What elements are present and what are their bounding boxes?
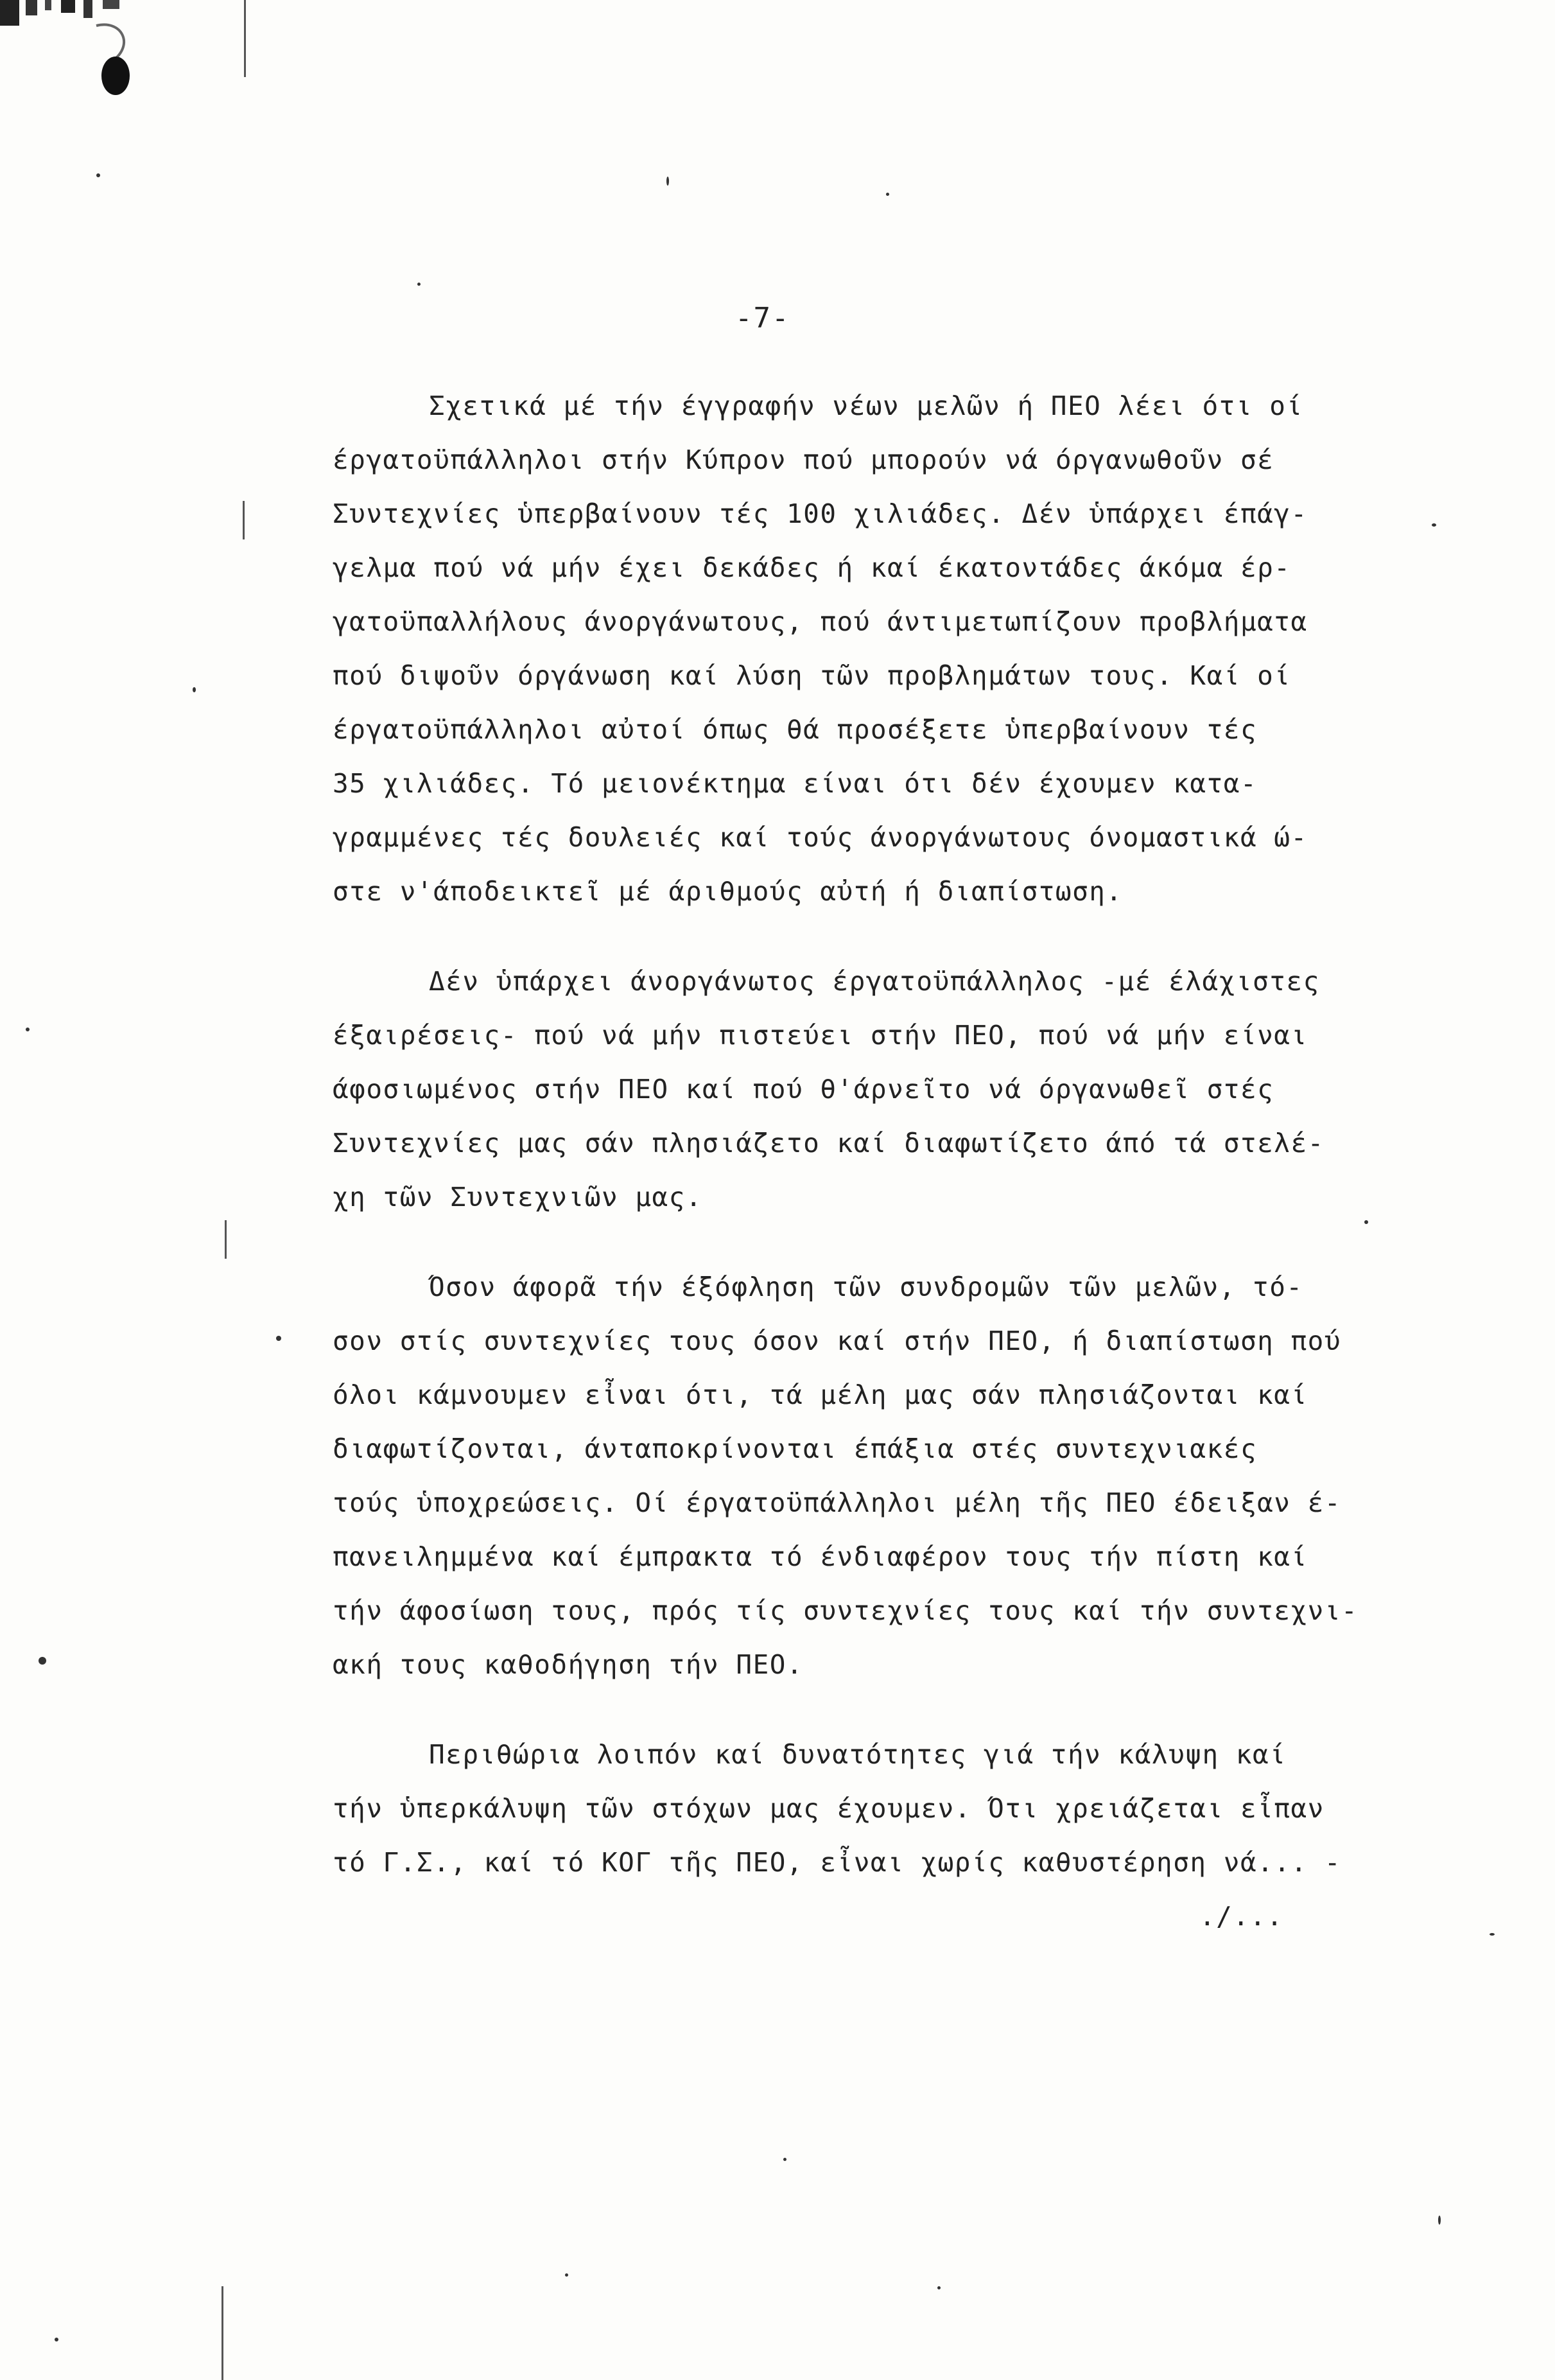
text-line: τήν ὑπερκάλυψη τῶν στόχων μας έχουμεν. Ότι χρειάζεται εἶπαν	[333, 1793, 1325, 1824]
text-line: Συντεχνίες μας σάν πλησιάζετο καί διαφωτίζετο άπό τά στελέ-	[333, 1128, 1325, 1159]
text-line: γραμμένες τές δουλειές καί τούς άνοργάνωτους όνομαστικά ώ-	[333, 822, 1308, 853]
text-line: 35 χιλιάδες. Τό μειονέκτημα είναι ότι δέν έχουμεν κατα-	[333, 768, 1258, 799]
scan-speck	[39, 1657, 46, 1665]
scan-edge-line	[225, 1220, 227, 1259]
scan-speck	[565, 2273, 568, 2277]
text-line: πού διψοῦν όργάνωση καί λύση τῶν προβλημάτων τους. Καί οί	[333, 660, 1291, 691]
continuation-mark: ./...	[1199, 1901, 1283, 1932]
text-line: γελμα πού νά μήν έχει δεκάδες ή καί έκατοντάδες άκόμα έρ-	[333, 552, 1291, 583]
text-line: χη τῶν Συντεχνιῶν μας.	[333, 1182, 703, 1212]
text-line: ακή τους καθοδήγηση τήν ΠΕΟ.	[333, 1649, 804, 1680]
page-number: -7-	[735, 302, 790, 335]
scan-speck	[193, 687, 196, 692]
text-line: Περιθώρια λοιπόν καί δυνατότητες γιά τήν κάλυψη καί	[429, 1739, 1287, 1770]
text-line: τήν άφοσίωση τους, πρός τίς συντεχνίες τους καί τήν συντεχνι-	[333, 1595, 1359, 1626]
text-line: έργατοϋπάλληλοι αὐτοί όπως θά προσέξετε ὑπερβαίνουν τές	[333, 714, 1258, 745]
scan-corner-artifact	[0, 0, 167, 109]
text-line: σον στίς συντεχνίες τους όσον καί στήν ΠΕΟ, ή διαπίστωση πού	[333, 1326, 1342, 1356]
scan-edge-line	[243, 501, 245, 539]
scan-speck	[1490, 1933, 1495, 1936]
document-body	[333, 379, 1360, 1979]
scan-speck	[96, 173, 100, 177]
scan-speck	[276, 1336, 281, 1341]
paragraph-2	[333, 954, 1360, 1224]
paragraph-3	[333, 1260, 1360, 1692]
scan-speck	[26, 1028, 30, 1031]
scan-speck	[417, 283, 421, 286]
scan-edge-line	[222, 2286, 223, 2380]
scan-speck	[1432, 523, 1436, 527]
text-line: γατοϋπαλλήλους άνοργάνωτους, πού άντιμετωπίζουν προβλήματα	[333, 606, 1308, 637]
scan-edge-line	[244, 0, 246, 77]
scan-speck	[666, 177, 669, 186]
text-line: Συντεχνίες ὑπερβαίνουν τές 100 χιλιάδες. Δέν ὑπάρχει έπάγ-	[333, 498, 1308, 529]
scan-speck	[886, 193, 889, 196]
scan-speck	[55, 2338, 58, 2341]
text-line: Σχετικά μέ τήν έγγραφήν νέων μελῶν ή ΠΕΟ λέει ότι οί	[429, 390, 1303, 421]
text-line: έργατοϋπάλληλοι στήν Κύπρον πού μπορούν νά όργανωθοῦν σέ	[333, 444, 1274, 475]
paragraph-4	[333, 1728, 1360, 1943]
paragraph-1	[333, 379, 1360, 918]
scan-speck	[1438, 2216, 1441, 2225]
text-line: τό Γ.Σ., καί τό ΚΟΓ τῆς ΠΕΟ, εἶναι χωρίς καθυστέρηση νά... -	[333, 1847, 1342, 1878]
text-line: άφοσιωμένος στήν ΠΕΟ καί πού θ'άρνεῖτο νά όργανωθεῖ στές	[333, 1074, 1274, 1105]
text-line: έξαιρέσεις- πού νά μήν πιστεύει στήν ΠΕΟ, πού νά μήν είναι	[333, 1020, 1308, 1051]
scan-speck	[937, 2286, 941, 2289]
text-line: τούς ὑποχρεώσεις. Οί έργατοϋπάλληλοι μέλη τῆς ΠΕΟ έδειξαν έ-	[333, 1487, 1342, 1518]
text-line: πανειλημμένα καί έμπρακτα τό ένδιαφέρον τους τήν πίστη καί	[333, 1541, 1308, 1572]
text-line: όλοι κάμνουμεν εἶναι ότι, τά μέλη μας σάν πλησιάζονται καί	[333, 1379, 1308, 1410]
text-line: διαφωτίζονται, άνταποκρίνονται έπάξια στές συντεχνιακές	[333, 1433, 1258, 1464]
text-line: στε ν'άποδεικτεῖ μέ άριθμούς αὐτή ή διαπίστωση.	[333, 876, 1123, 907]
text-line: Όσον άφορᾶ τήν έξόφληση τῶν συνδρομῶν τῶν μελῶν, τό-	[429, 1272, 1303, 1302]
text-line: Δέν ὑπάρχει άνοργάνωτος έργατοϋπάλληλος -μέ έλάχιστες	[429, 966, 1320, 997]
scan-speck	[783, 2158, 786, 2161]
scan-speck	[1364, 1220, 1368, 1224]
